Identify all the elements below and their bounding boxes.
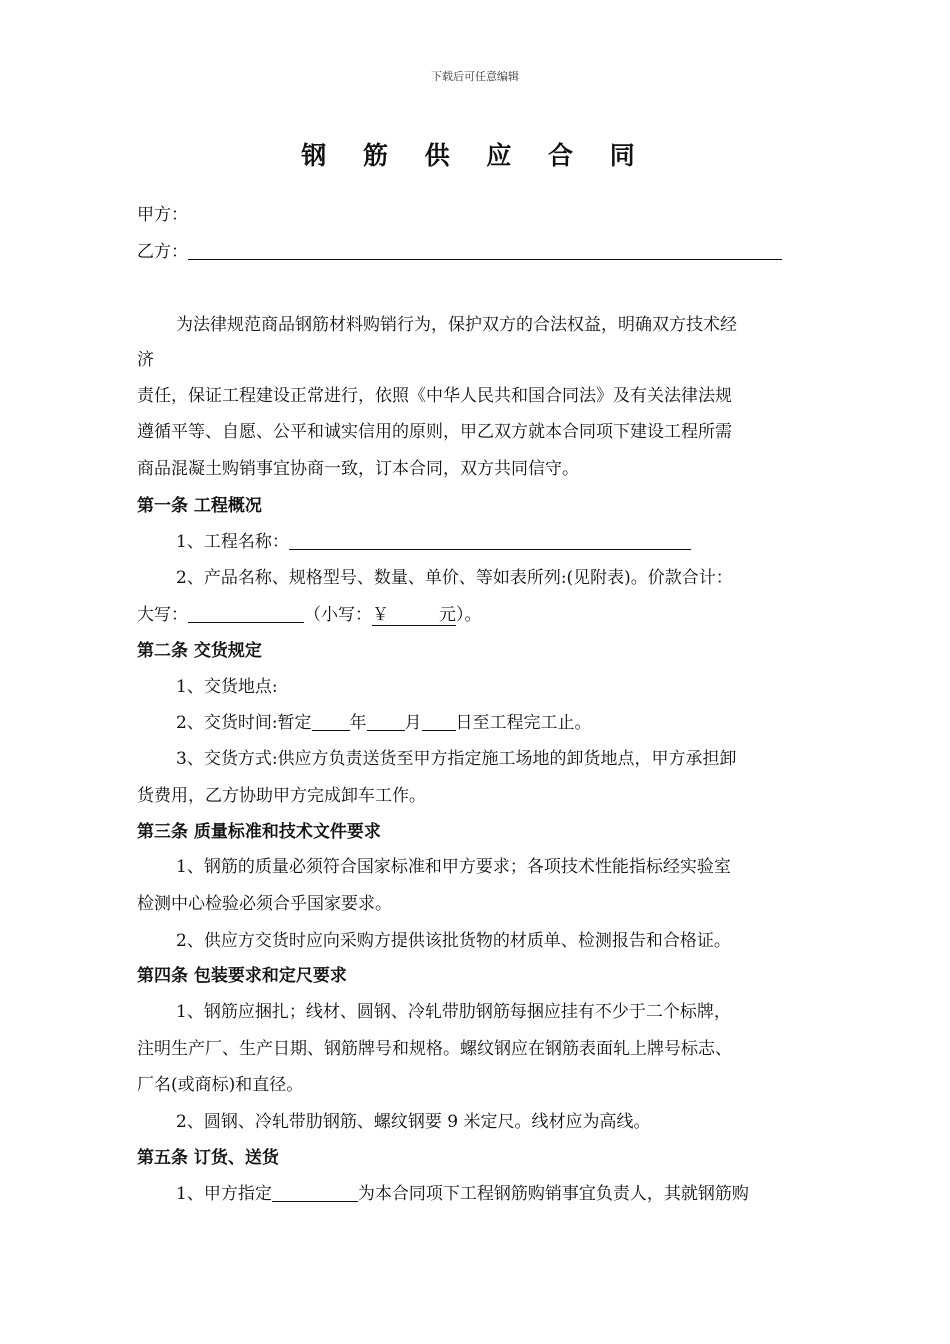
article-2-item-3-line-1: 3、交货方式:供应方负责送货至甲方指定施工场地的卸货地点，甲方承担卸 bbox=[176, 749, 737, 769]
amount-small-field[interactable] bbox=[372, 605, 456, 626]
article-1-heading: 第一条 工程概况 bbox=[137, 496, 262, 516]
article-3-item-1-line-1: 1、钢筋的质量必须符合国家标准和甲方要求；各项技术性能指标经实验室 bbox=[176, 857, 731, 877]
article-1-item-2: 2、产品名称、规格型号、数量、单价、等如表所列:(见附表)。价款合计： bbox=[176, 568, 733, 588]
preamble-line-4: 遵循平等、自愿、公平和诚实信用的原则，甲乙双方就本合同项下建设工程所需 bbox=[137, 422, 732, 442]
article-4-item-1-line-2: 注明生产厂、生产日期、钢筋牌号和规格。螺纹钢应在钢筋表面轧上牌号标志、 bbox=[137, 1039, 732, 1059]
article-3-item-1-line-2: 检测中心检验必须合乎国家要求。 bbox=[137, 894, 392, 914]
article-5-heading: 第五条 订货、送货 bbox=[137, 1148, 279, 1168]
article-2-item-1: 1、交货地点: bbox=[176, 677, 278, 697]
contract-title: 钢 筋 供 应 合 同 bbox=[301, 141, 649, 170]
preamble-line-3: 责任，保证工程建设正常进行，依照《中华人民共和国合同法》及有关法律法规 bbox=[137, 386, 732, 406]
delivery-time-suffix: 日至工程完工止。 bbox=[455, 713, 592, 733]
party-a-line bbox=[137, 203, 188, 227]
designated-person-blank[interactable] bbox=[272, 1183, 358, 1202]
party-b-label: 乙方： bbox=[137, 242, 188, 262]
article-2-item-2 bbox=[176, 711, 592, 735]
preamble-line-1: 为法律规范商品钢筋材料购销行为，保护双方的合法权益，明确双方技术经 bbox=[176, 315, 737, 335]
amount-words-label: 大写： bbox=[137, 605, 188, 625]
article-4-heading: 第四条 包装要求和定尺要求 bbox=[137, 966, 347, 986]
page-header-note: 下载后可任意编辑 bbox=[431, 70, 519, 83]
month-label: 月 bbox=[404, 713, 422, 733]
article-3-item-2: 2、供应方交货时应向采购方提供该批货物的材质单、检测报告和合格证。 bbox=[176, 931, 731, 951]
year-blank[interactable] bbox=[312, 712, 350, 731]
party-b-blank[interactable] bbox=[188, 241, 782, 260]
amount-small-close: ）。 bbox=[456, 605, 482, 625]
article-2-heading: 第二条 交货规定 bbox=[137, 641, 262, 661]
day-blank[interactable] bbox=[422, 712, 456, 731]
article-4-item-1-line-3: 厂名(或商标)和直径。 bbox=[137, 1075, 304, 1095]
project-name-label: 1、工程名称： bbox=[176, 532, 289, 552]
yen-sign: ￥ bbox=[372, 605, 389, 625]
designated-person-suffix: 为本合同项下工程钢筋购销事宜负责人，其就钢筋购 bbox=[357, 1184, 749, 1204]
month-blank[interactable] bbox=[367, 712, 405, 731]
delivery-time-prefix: 2、交货时间:暂定 bbox=[176, 713, 312, 733]
article-1-amount-line bbox=[137, 603, 482, 627]
designated-person-prefix: 1、甲方指定 bbox=[176, 1184, 272, 1204]
project-name-blank[interactable] bbox=[289, 531, 691, 550]
party-a-label: 甲方： bbox=[137, 205, 188, 225]
amount-words-blank[interactable] bbox=[188, 604, 304, 623]
preamble-line-2: 济 bbox=[137, 350, 154, 370]
article-4-item-1-line-1: 1、钢筋应捆扎；线材、圆钢、冷轧带肋钢筋每捆应挂有不少于二个标牌， bbox=[176, 1002, 731, 1022]
article-3-heading: 第三条 质量标准和技术文件要求 bbox=[137, 822, 381, 842]
article-1-item-1 bbox=[176, 530, 691, 554]
preamble-line-5: 商品混凝土购销事宜协商一致，订本合同，双方共同信守。 bbox=[137, 459, 579, 479]
article-2-item-3-line-2: 货费用，乙方协助甲方完成卸车工作。 bbox=[137, 786, 426, 806]
amount-small-open: （小写： bbox=[304, 605, 372, 625]
article-5-item-1 bbox=[176, 1182, 749, 1206]
party-b-line bbox=[137, 240, 782, 264]
amount-unit: 元 bbox=[439, 605, 456, 625]
article-4-item-2: 2、圆钢、冷轧带肋钢筋、螺纹钢要 9 米定尺。线材应为高线。 bbox=[176, 1112, 651, 1132]
year-label: 年 bbox=[349, 713, 367, 733]
